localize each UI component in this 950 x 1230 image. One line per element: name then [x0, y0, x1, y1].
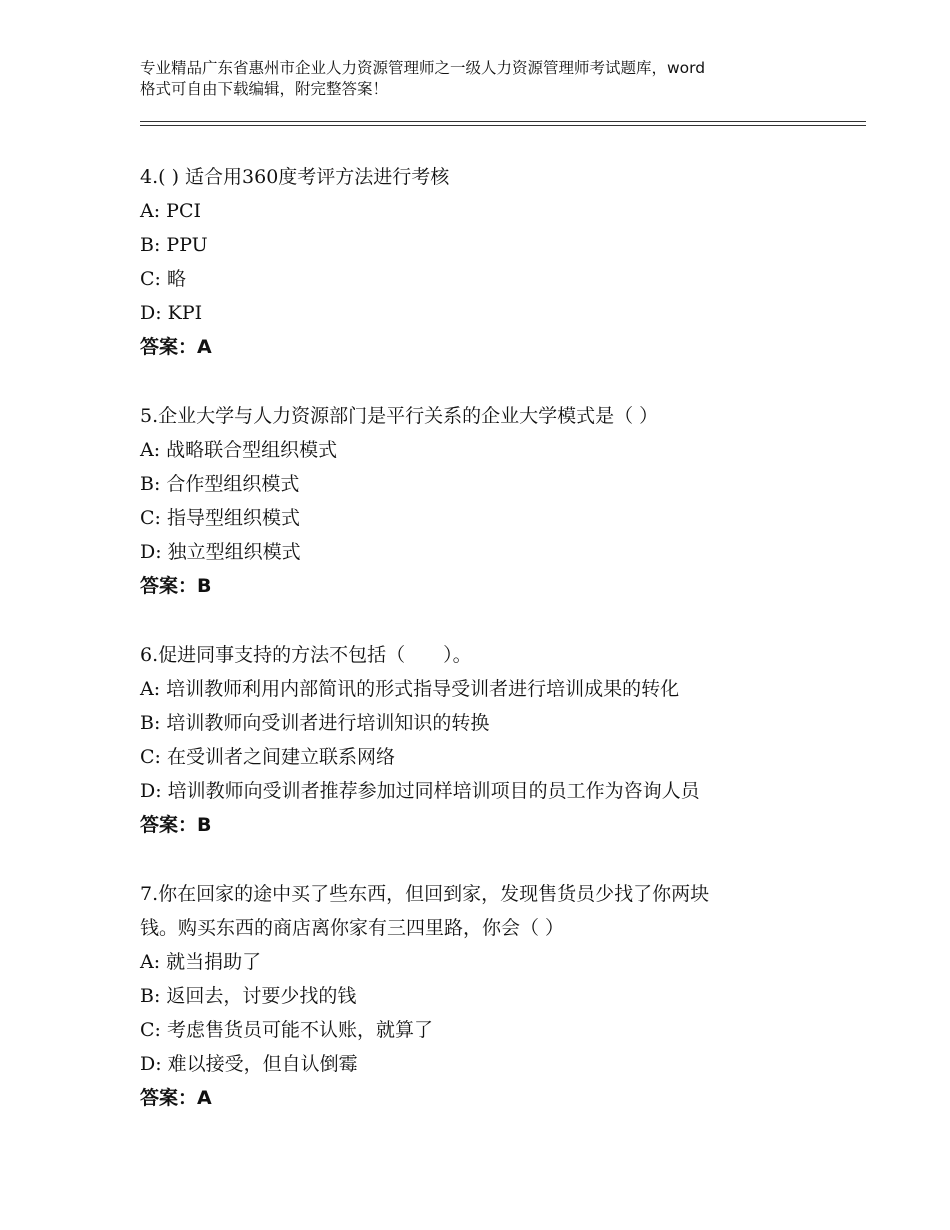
- question-stem: 4.( ) 适合用360度考评方法进行考核: [140, 166, 450, 188]
- header-divider-bottom: [140, 125, 866, 126]
- answer: 答案：A: [140, 1087, 212, 1109]
- option-b: B: PPU: [140, 234, 208, 256]
- answer: 答案：B: [140, 814, 212, 836]
- question-7: [140, 877, 840, 1115]
- option-d: D: KPI: [140, 302, 203, 324]
- option-c: C: 考虑售货员可能不认账，就算了: [140, 1019, 433, 1041]
- question-6: [140, 638, 840, 842]
- document-header: [140, 58, 830, 100]
- header-divider-top: [140, 121, 866, 122]
- question-5: [140, 399, 840, 603]
- answer: 答案：A: [140, 336, 212, 358]
- question-stem-line-1: 7.你在回家的途中买了些东西，但回到家，发现售货员少找了你两块: [140, 883, 710, 905]
- option-c: C: 指导型组织模式: [140, 507, 300, 529]
- option-d: D: 难以接受，但自认倒霉: [140, 1053, 358, 1075]
- option-b: B: 合作型组织模式: [140, 473, 300, 495]
- option-d: D: 独立型组织模式: [140, 541, 301, 563]
- option-b: B: 培训教师向受训者进行培训知识的转换: [140, 712, 490, 734]
- option-a: A: 战略联合型组织模式: [140, 439, 338, 461]
- question-stem-line-2: 钱。购买东西的商店离你家有三四里路，你会（ ）: [140, 917, 565, 939]
- option-a: A: PCI: [140, 200, 201, 222]
- option-c: C: 在受训者之间建立联系网络: [140, 746, 395, 768]
- option-d: D: 培训教师向受训者推荐参加过同样培训项目的员工作为咨询人员: [140, 780, 700, 802]
- question-stem: 5.企业大学与人力资源部门是平行关系的企业大学模式是（ ）: [140, 405, 659, 427]
- answer: 答案：B: [140, 575, 212, 597]
- question-4: [140, 160, 840, 364]
- header-line-2: 格式可自由下载编辑，附完整答案！: [140, 80, 389, 98]
- option-a: A: 就当捐助了: [140, 951, 262, 973]
- option-c: C: 略: [140, 268, 186, 290]
- option-b: B: 返回去，讨要少找的钱: [140, 985, 357, 1007]
- header-line-1: 专业精品广东省惠州市企业人力资源管理师之一级人力资源管理师考试题库，word: [140, 59, 706, 77]
- option-a: A: 培训教师利用内部简讯的形式指导受训者进行培训成果的转化: [140, 678, 680, 700]
- question-stem: 6.促进同事支持的方法不包括（ ）。: [140, 644, 472, 666]
